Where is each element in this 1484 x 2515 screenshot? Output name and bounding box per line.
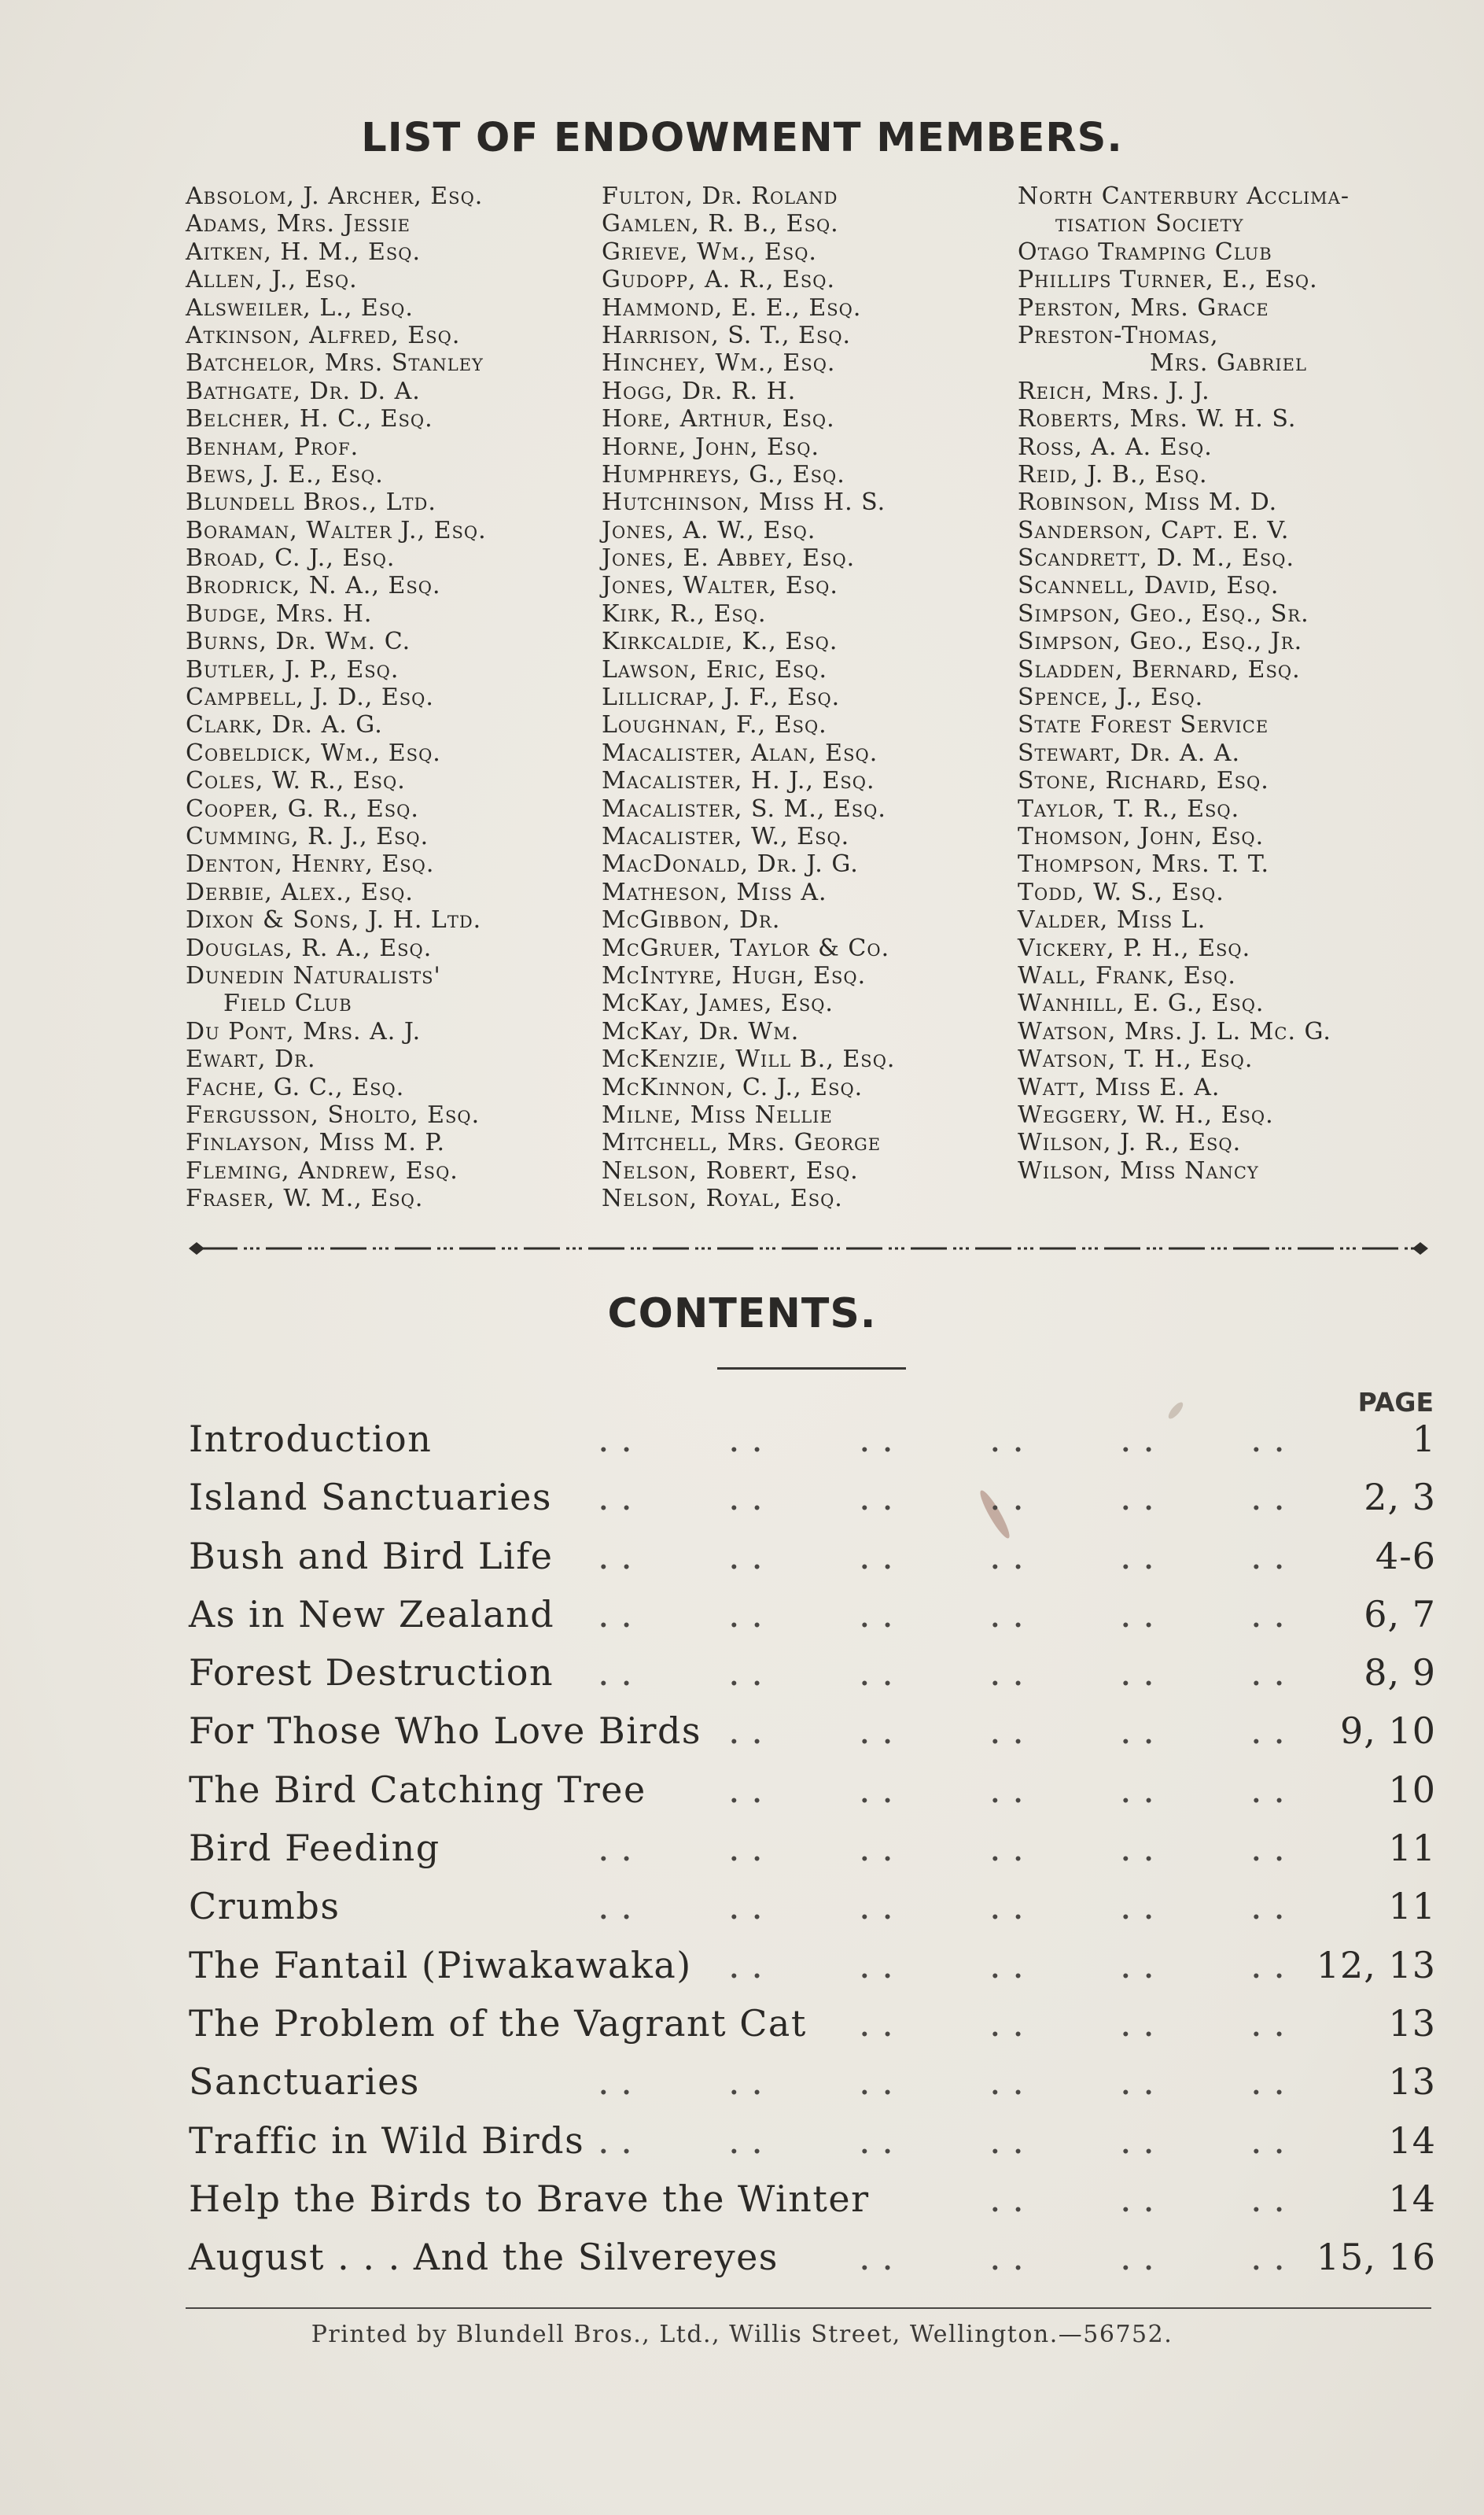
member-entry: Lillicrap, J. F., Esq. — [602, 684, 841, 712]
member-entry: Scandrett, D. M., Esq. — [1018, 544, 1295, 573]
leader-dots: . . . . . . . . — [859, 2236, 1285, 2279]
leader-dots: . . . . . . . . — [859, 2001, 1285, 2045]
member-entry: McIntyre, Hugh, Esq. — [602, 961, 867, 990]
contents-entry-title: As in New Zealand — [189, 1592, 555, 1635]
member-entry: Budge, Mrs. H. — [186, 599, 373, 628]
member-entry: Boraman, Walter J., Esq. — [186, 516, 487, 544]
contents-entry-page: 8, 9 — [1364, 1651, 1436, 1694]
member-entry: Loughnan, F., Esq. — [602, 711, 827, 739]
contents-entry-page: 12, 13 — [1316, 1943, 1436, 1986]
member-entry: Taylor, T. R., Esq. — [1018, 795, 1240, 823]
contents-entry-title: Bush and Bird Life — [189, 1534, 554, 1577]
member-entry: Aitken, H. M., Esq. — [186, 238, 422, 266]
member-entry: Spence, J., Esq. — [1018, 684, 1204, 712]
leader-dots: . . . . . . . . . . — [728, 1768, 1285, 1811]
member-entry: Reid, J. B., Esq. — [1018, 460, 1208, 489]
leader-dots: . . . . . . . . . . . . — [598, 1885, 1285, 1928]
leader-dots: . . . . . . . . . . . . — [598, 1418, 1285, 1460]
member-entry: Ross, A. A. Esq. — [1018, 433, 1213, 461]
contents-title: CONTENTS. — [607, 1290, 877, 1337]
member-entry: Thomson, John, Esq. — [1018, 822, 1265, 850]
contents-entry — [189, 1410, 1436, 1468]
member-entry: Bews, J. E., Esq. — [186, 460, 384, 489]
contents-entry — [189, 1819, 1436, 1877]
contents-entry — [189, 2170, 1436, 2228]
member-entry: Sanderson, Capt. E. V. — [1018, 516, 1290, 544]
member-entry: McKenzie, Will B., Esq. — [602, 1045, 896, 1074]
member-entry: Thompson, Mrs. T. T. — [1018, 850, 1270, 879]
printer-imprint: Printed by Blundell Bros., Ltd., Willis Street, Wellington.—56752. — [311, 2321, 1173, 2348]
leader-dots: . . . . . . . . . . . . — [598, 2119, 1285, 2162]
contents-entry-title: Sanctuaries — [189, 2060, 420, 2104]
leader-dots: . . . . . . . . . . . . — [598, 1827, 1285, 1870]
member-entry: Watt, Miss E. A. — [1018, 1073, 1221, 1101]
member-entry: North Canterbury Acclima- — [1018, 183, 1350, 210]
member-entry: Stewart, Dr. A. A. — [1018, 739, 1240, 767]
member-entry: Fleming, Andrew, Esq. — [186, 1156, 458, 1185]
table-of-contents — [189, 1410, 1436, 2286]
contents-entry-page: 14 — [1388, 2177, 1436, 2220]
member-entry: Reich, Mrs. J. J. — [1018, 377, 1210, 405]
member-entry: State Forest Service — [1018, 711, 1269, 739]
contents-entry — [189, 1585, 1436, 1643]
contents-entry-page: 10 — [1388, 1768, 1436, 1811]
contents-entry-title: Crumbs — [189, 1885, 341, 1928]
member-entry: Weggery, W. H., Esq. — [1018, 1101, 1274, 1129]
member-entry: Sladden, Bernard, Esq. — [1018, 655, 1301, 684]
member-entry: tisation Society — [1055, 210, 1244, 238]
member-entry: Kirkcaldie, K., Esq. — [602, 628, 838, 656]
member-entry: McKay, James, Esq. — [602, 990, 834, 1018]
member-entry: Fulton, Dr. Roland — [602, 183, 838, 210]
contents-entry-title: Help the Birds to Brave the Winter — [189, 2177, 870, 2220]
page-column-header: PAGE — [1357, 1387, 1434, 1418]
contents-entry — [189, 1702, 1436, 1760]
member-entry: Macalister, S. M., Esq. — [602, 795, 886, 823]
member-entry: Macalister, H. J., Esq. — [602, 767, 875, 795]
member-entry: Vickery, P. H., Esq. — [1018, 934, 1251, 962]
member-entry: Matheson, Miss A. — [602, 878, 827, 906]
member-entry: Humphreys, G., Esq. — [602, 460, 845, 489]
member-entry: Kirk, R., Esq. — [602, 599, 767, 628]
member-entry: Scannell, David, Esq. — [1018, 572, 1280, 600]
member-entry: Clark, Dr. A. G. — [186, 711, 383, 739]
member-entry: Hammond, E. E., Esq. — [602, 293, 862, 322]
member-entry: Preston-Thomas, — [1018, 321, 1219, 349]
contents-entry — [189, 1468, 1436, 1526]
contents-entry-page: 1 — [1412, 1418, 1436, 1460]
member-entry: Watson, T. H., Esq. — [1018, 1045, 1254, 1074]
member-entry: Cooper, G. R., Esq. — [186, 795, 419, 823]
member-entry: Macalister, Alan, Esq. — [602, 739, 878, 767]
member-entry: Watson, Mrs. J. L. Mc. G. — [1018, 1017, 1331, 1045]
member-entry: Atkinson, Alfred, Esq. — [186, 321, 461, 349]
member-entry: Dixon & Sons, J. H. Ltd. — [186, 906, 482, 935]
member-entry: Campbell, J. D., Esq. — [186, 684, 434, 712]
member-entry: Lawson, Eric, Esq. — [602, 655, 828, 684]
contents-entry — [189, 1643, 1436, 1702]
contents-entry-title: August . . . And the Silvereyes — [189, 2236, 779, 2279]
member-entry: Otago Tramping Club — [1018, 238, 1272, 266]
contents-entry-page: 15, 16 — [1316, 2236, 1436, 2279]
contents-entry-title: Traffic in Wild Birds — [189, 2119, 585, 2162]
member-entry: Hogg, Dr. R. H. — [602, 377, 797, 405]
contents-entry-title: The Fantail (Piwakawaka) — [189, 1943, 692, 1986]
member-entry: Douglas, R. A., Esq. — [186, 934, 433, 962]
member-entry: Jones, E. Abbey, Esq. — [602, 544, 856, 573]
member-entry: Mrs. Gabriel — [1150, 349, 1307, 378]
contents-entry — [189, 1877, 1436, 1935]
member-entry: Jones, A. W., Esq. — [602, 516, 816, 544]
member-entry: Stone, Richard, Esq. — [1018, 767, 1269, 795]
member-entry: McGruer, Taylor & Co. — [602, 934, 890, 962]
member-entry: Fergusson, Sholto, Esq. — [186, 1101, 481, 1129]
contents-entry — [189, 1527, 1436, 1585]
members-title: LIST OF ENDOWMENT MEMBERS. — [361, 115, 1123, 161]
member-entry: Benham, Prof. — [186, 433, 359, 461]
member-entry: Derbie, Alex., Esq. — [186, 878, 414, 906]
member-entry: Cumming, R. J., Esq. — [186, 822, 429, 850]
leader-dots: . . . . . . — [989, 2177, 1285, 2220]
member-entry: Wall, Frank, Esq. — [1018, 961, 1236, 990]
member-entry: Gudopp, A. R., Esq. — [602, 266, 836, 294]
member-entry: MacDonald, Dr. J. G. — [602, 850, 859, 879]
title-underline — [717, 1367, 906, 1370]
member-entry: Burns, Dr. Wm. C. — [186, 628, 411, 656]
member-entry: Perston, Mrs. Grace — [1018, 293, 1269, 322]
footer-rule — [186, 2307, 1431, 2309]
leader-dots: . . . . . . . . . . — [728, 1943, 1285, 1986]
member-entry: McKay, Dr. Wm. — [602, 1017, 800, 1045]
contents-entry-title: The Bird Catching Tree — [189, 1768, 646, 1811]
member-entry: Fache, G. C., Esq. — [186, 1073, 405, 1101]
member-entry: Hutchinson, Miss H. S. — [602, 489, 886, 517]
member-entry: McGibbon, Dr. — [602, 906, 781, 935]
member-entry: Grieve, Wm., Esq. — [602, 238, 817, 266]
member-entry: Robinson, Miss M. D. — [1018, 489, 1278, 517]
member-entry: Nelson, Robert, Esq. — [602, 1156, 859, 1185]
contents-entry-page: 14 — [1388, 2119, 1436, 2162]
member-entry: Allen, J., Esq. — [186, 266, 358, 294]
contents-entry-page: 11 — [1388, 1885, 1436, 1928]
contents-entry — [189, 2228, 1436, 2286]
member-entry: Phillips Turner, E., Esq. — [1018, 266, 1318, 294]
member-entry: Ewart, Dr. — [186, 1045, 316, 1074]
contents-entry-title: Island Sanctuaries — [189, 1476, 553, 1519]
member-entry: Butler, J. P., Esq. — [186, 655, 400, 684]
member-entry: Cobeldick, Wm., Esq. — [186, 739, 441, 767]
leader-dots: . . . . . . . . . . . . — [598, 1476, 1285, 1519]
contents-entry-page: 9, 10 — [1339, 1709, 1436, 1753]
member-entry: Coles, W. R., Esq. — [186, 767, 406, 795]
contents-entry — [189, 1936, 1436, 1994]
member-entry: Belcher, H. C., Esq. — [186, 405, 433, 433]
member-entry: Wanhill, E. G., Esq. — [1018, 990, 1265, 1018]
member-entry: Wilson, Miss Nancy — [1018, 1156, 1259, 1185]
member-entry: Horne, John, Esq. — [602, 433, 820, 461]
leader-dots: . . . . . . . . . . . . — [598, 1592, 1285, 1635]
contents-entry-page: 4-6 — [1375, 1534, 1436, 1577]
member-entry: Absolom, J. Archer, Esq. — [186, 183, 484, 210]
member-entry: Adams, Mrs. Jessie — [186, 210, 411, 238]
contents-entry-title: Introduction — [189, 1418, 433, 1460]
contents-entry — [189, 2111, 1436, 2170]
member-entry: Field Club — [223, 990, 352, 1018]
member-entry: Wilson, J. R., Esq. — [1018, 1129, 1242, 1157]
member-entry: Du Pont, Mrs. A. J. — [186, 1017, 422, 1045]
member-entry: Milne, Miss Nellie — [602, 1101, 833, 1129]
leader-dots: . . . . . . . . . . . . — [598, 1651, 1285, 1694]
member-entry: Harrison, S. T., Esq. — [602, 321, 852, 349]
contents-entry — [189, 1761, 1436, 1819]
contents-entry — [189, 1994, 1436, 2052]
member-entry: Bathgate, Dr. D. A. — [186, 377, 421, 405]
member-entry: Blundell Bros., Ltd. — [186, 489, 436, 517]
member-entry: Fraser, W. M., Esq. — [186, 1185, 424, 1213]
member-entry: Brodrick, N. A., Esq. — [186, 572, 441, 600]
members-column-3 — [1018, 183, 1350, 1185]
member-entry: Broad, C. J., Esq. — [186, 544, 396, 573]
contents-entry-page: 13 — [1388, 2001, 1436, 2045]
leader-dots: . . . . . . . . . . . . — [598, 1534, 1285, 1577]
member-entry: Valder, Miss L. — [1018, 906, 1206, 935]
member-entry: Nelson, Royal, Esq. — [602, 1185, 843, 1213]
contents-entry-title: For Those Who Love Birds — [189, 1709, 702, 1753]
member-entry: Hinchey, Wm., Esq. — [602, 349, 836, 378]
contents-entry-title: The Problem of the Vagrant Cat — [189, 2001, 807, 2045]
ornamental-divider — [186, 1239, 1431, 1258]
member-entry: Roberts, Mrs. W. H. S. — [1018, 405, 1297, 433]
member-entry: Dunedin Naturalists' — [186, 961, 441, 990]
member-entry: Jones, Walter, Esq. — [602, 572, 838, 600]
members-column-1 — [186, 183, 487, 1212]
contents-entry-page: 6, 7 — [1364, 1592, 1436, 1635]
leader-dots: . . . . . . . . . . — [728, 1709, 1285, 1753]
leader-dots: . . . . . . . . . . . . — [598, 2060, 1285, 2104]
member-entry: Mitchell, Mrs. George — [602, 1129, 882, 1157]
member-entry: Simpson, Geo., Esq., Jr. — [1018, 628, 1303, 656]
member-entry: Macalister, W., Esq. — [602, 822, 850, 850]
member-entry: Todd, W. S., Esq. — [1018, 878, 1224, 906]
member-entry: Batchelor, Mrs. Stanley — [186, 349, 484, 378]
members-column-2 — [602, 183, 895, 1212]
member-entry: McKinnon, C. J., Esq. — [602, 1073, 864, 1101]
member-entry: Denton, Henry, Esq. — [186, 850, 435, 879]
member-entry: Finlayson, Miss M. P. — [186, 1129, 446, 1157]
member-entry: Simpson, Geo., Esq., Sr. — [1018, 599, 1309, 628]
contents-entry-page: 2, 3 — [1364, 1476, 1436, 1519]
member-entry: Alsweiler, L., Esq. — [186, 293, 414, 322]
contents-entry-page: 13 — [1388, 2060, 1436, 2104]
contents-entry-page: 11 — [1388, 1827, 1436, 1870]
member-entry: Hore, Arthur, Esq. — [602, 405, 835, 433]
contents-entry-title: Bird Feeding — [189, 1827, 440, 1870]
contents-entry — [189, 2052, 1436, 2111]
contents-entry-title: Forest Destruction — [189, 1651, 554, 1694]
member-entry: Gamlen, R. B., Esq. — [602, 210, 839, 238]
